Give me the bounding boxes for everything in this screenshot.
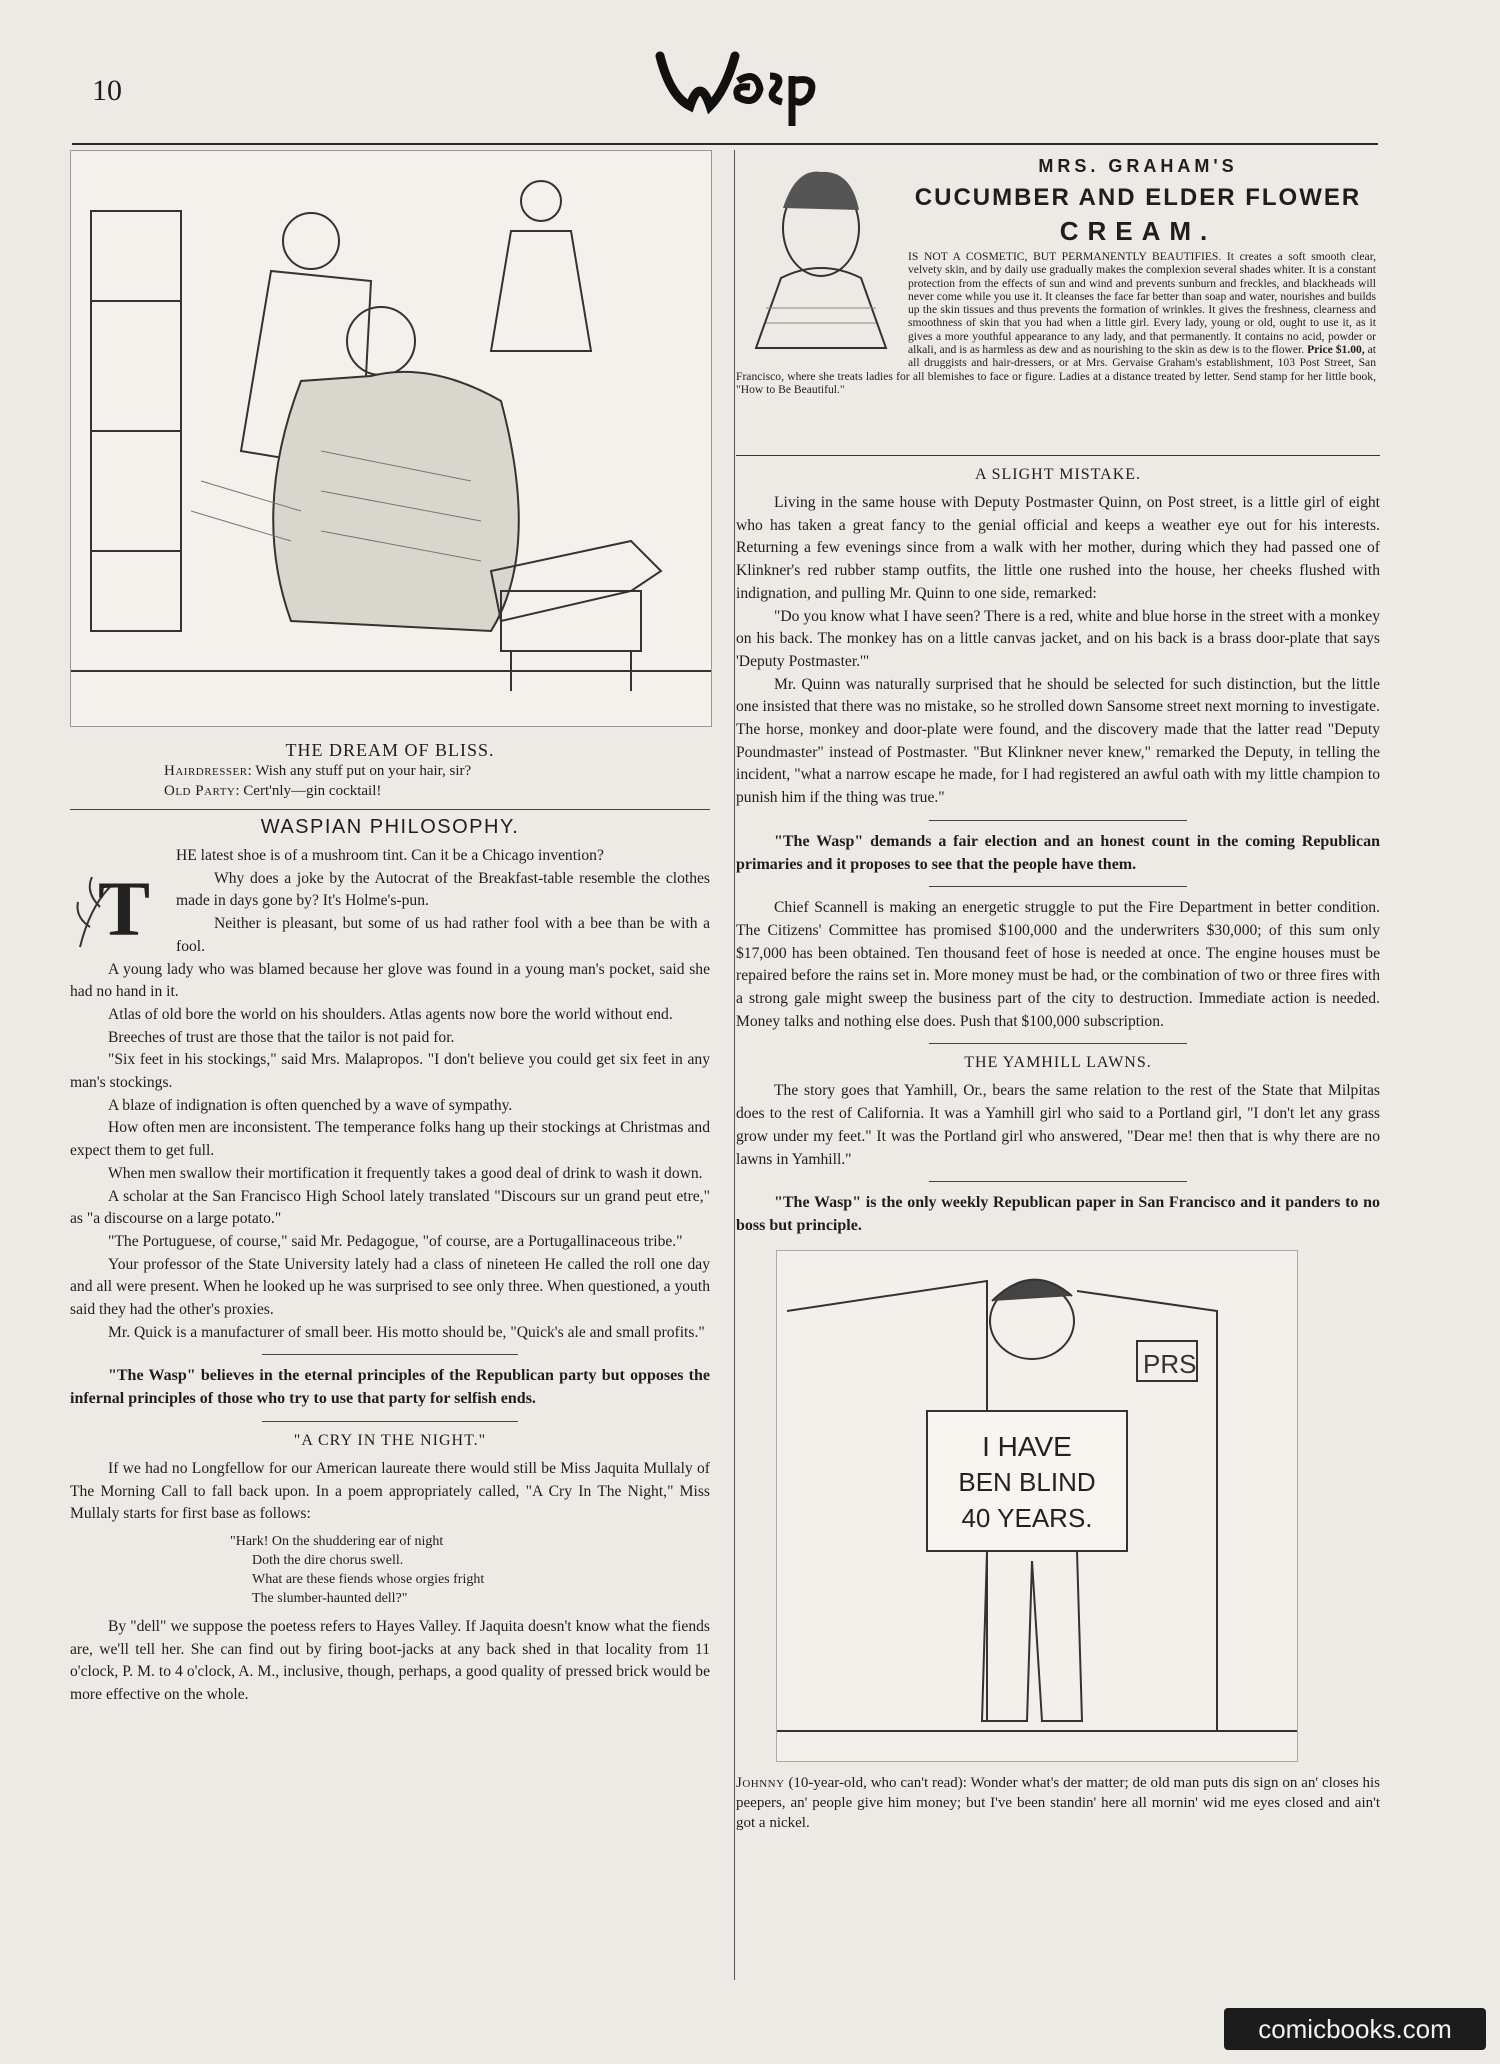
- barber-shop-illustration: [70, 150, 712, 727]
- mistake-title: A SLIGHT MISTAKE.: [974, 466, 1142, 483]
- yamhill-paragraph: The story goes that Yamhill, Or., bears the same relation to the rest of the State that Milpitas does to the rest of California. It was a Yamhill girl who said to a Portland girl, "I don't let any grass grow under my feet." It was the Portland girl who answered, "Dear me! then that is why there are no lawns in Yamhill.": [736, 1082, 1380, 1168]
- wasp-notice-principles: "The Wasp" believes in the eternal principles of the Republican party but opposes the infernal principles of those who try to use that party for selfish ends.: [70, 1367, 710, 1408]
- blind-beggar-cartoon: [776, 1250, 1298, 1762]
- yamhill-title: THE YAMHILL LAWNS.: [964, 1054, 1152, 1072]
- philosophy-paragraph: Why does a joke by the Autocrat of the Breakfast-table resemble the clothes made in days gone by? It's Holme's-pun.: [176, 869, 710, 910]
- mistake-paragraph: "Do you know what I have seen? There is a red, white and blue horse in the street with a monkey on his back. The monkey has on a little canvas jacket, and on his back is a brass door-plate that says 'Deputy Postmaster.'": [736, 607, 1380, 670]
- grahams-cream-advertisement: [736, 150, 1380, 456]
- philosophy-paragraph: A scholar at the San Francisco High School lately translated "Discours sur un grand peut etre," as "a discourse on a large potato.": [70, 1187, 710, 1228]
- ornamental-dropcap-t-icon: [70, 847, 166, 955]
- philosophy-title: WASPIAN PHILOSOPHY.: [260, 816, 520, 838]
- sign-line-2: BEN BLIND: [958, 1466, 1096, 1497]
- cartoon-caption: Johnny (10-year-old, who can't read): Wonder what's der matter; de old man puts dis sign on an' closes his peepers, an' people give him money; but I've been standin' here all mornin' wid me eyes closed and ain't got a nickel.: [736, 1774, 1381, 1831]
- short-rule: [929, 1043, 1187, 1044]
- mistake-paragraph: Living in the same house with Deputy Postmaster Quinn, on Post street, is a little girl of eight who has taken a great fancy to the genial official and keeps a weather eye out for his interests. Returning a few evenings since from a walk with her mother, during which they had passed one of Klinkner's red rubber stamp outfits, the little one rushed into the house, her cheeks flushed with indignation, and pulling Mr. Quinn to one side, remarked:: [736, 494, 1380, 602]
- right-column: [736, 150, 1380, 1833]
- sign-line-1: I HAVE: [982, 1430, 1072, 1462]
- comicbooks-watermark: comicbooks.com: [1224, 2008, 1486, 2050]
- poem-line: What are these fiends whose orgies fright: [252, 1571, 485, 1587]
- philosophy-body: [70, 845, 710, 1344]
- ad-body-text: IS NOT A COSMETIC, BUT PERMANENTLY BEAUTIFIES. It creates a soft smooth clear, velvety skin, and by daily use gradually makes the complexion several shades whiter. It is a constant protection from the effects of sun and wind and prevents sunburn and freckles, and blackheads will never come while you use it. It cleanses the face far better than soap and water, nourishes and builds up the skin tissues and thus prevents the formation of wrinkles. It gives the freshness, clearness and smoothness of skin that you had when a little girl. Every lady, young or old, ought to use it, as it gives a more youthful appearance to any lady, and that permanently. It contains no acid, powder or alkali, and is as harmless as dew and as nourishing to the skin as dew is to the flower. Price $1.00, at all druggists and hair-dressers, or at Mrs. Gervaise Graham's establishment, 103 Post Street, San Francisco, where she treats ladies for all blemishes to face or figure. Ladies at a distance treated by letter. Send stamp for her little book, "How to Be Beautiful.": [736, 250, 1376, 396]
- philosophy-paragraph: When men swallow their mortification it frequently takes a good deal of drink to wash it down.: [108, 1164, 703, 1182]
- poem-line: Doth the dire chorus swell.: [252, 1552, 404, 1568]
- philosophy-paragraph: Breeches of trust are those that the tailor is not paid for.: [108, 1028, 455, 1046]
- cry-intro: If we had no Longfellow for our American laureate there would still be Miss Jaquita Mullaly of The Morning Call to fall back upon. In a poem appropriately called, "A Cry In The Night," Miss Mullaly starts for first base as follows:: [70, 1459, 710, 1523]
- cry-poem: [70, 1532, 710, 1608]
- ad-heading-product: CUCUMBER AND ELDER FLOWER: [914, 184, 1362, 211]
- column-divider: [734, 150, 735, 1980]
- philosophy-paragraph: HE latest shoe is of a mushroom tint. Can it be a Chicago invention?: [176, 847, 604, 864]
- short-rule: [929, 820, 1187, 821]
- page-number: 10: [92, 74, 122, 107]
- ad-heading-brand: MRS. GRAHAM'S: [1038, 156, 1238, 176]
- philosophy-paragraph: A blaze of indignation is often quenched by a wave of sympathy.: [108, 1096, 513, 1114]
- philosophy-paragraph: Your professor of the State University lately had a class of nineteen He called the roll one day and all were present. When he looked up he was surprised to see only three. When questioned, a youth said they had the other's proxies.: [70, 1255, 710, 1319]
- illustration-line-2: Old Party: Cert'nly—gin cocktail!: [164, 783, 382, 799]
- mistake-paragraph: Mr. Quinn was naturally surprised that he should be selected for such distinction, but the little one insisted that there was no mistake, so he strolled down Sansome street next morning to investigate. The horse, monkey and door-plate were found, and the discovery made that the latter read "Deputy Poundmaster" instead of Postmaster. "But Klinkner never knew," remarked the Deputy, in telling the incident, "what a narrow escape he made, for I had registered an awful oath with my little champion to punish him if the thing was true.": [736, 675, 1380, 807]
- philosophy-paragraph: Mr. Quick is a manufacturer of small beer. His motto should be, "Quick's ale and small profits.": [108, 1323, 705, 1341]
- philosophy-paragraph: "Six feet in his stockings," said Mrs. Malapropos. "I don't believe you could get six feet in any man's stockings.: [70, 1051, 710, 1092]
- portrait-wrap-space: [736, 250, 908, 362]
- header-rule: [72, 143, 1378, 145]
- philosophy-paragraph: "The Portuguese, of course," said Mr. Pedagogue, "of course, are a Portugallinaceous tribe.": [108, 1232, 683, 1250]
- poem-line: "Hark! On the shuddering ear of night: [230, 1533, 444, 1549]
- short-rule: [929, 886, 1187, 887]
- sign-line-3: 40 YEARS.: [961, 1502, 1093, 1533]
- short-rule: [929, 1181, 1187, 1182]
- cry-title: "A CRY IN THE NIGHT.": [293, 1431, 487, 1449]
- short-rule: [262, 1421, 518, 1422]
- fire-department-paragraph: Chief Scannell is making an energetic struggle to put the Fire Department in better condition. The Citizens' Committee has promised $100,000 and the underwriters $30,000; of this sum only $17,000 has been obtained. Ten thousand feet of hose is needed at once. The engine houses must be repaired before the rains set in. More money must be had, or the combination of two or three fires with a strong gale might sweep the business part of the city to destruction. Immediate action is needed. Money talks and nothing else does. Push that $100,000 subscription.: [736, 899, 1380, 1030]
- wasp-notice-republican: "The Wasp" is the only weekly Republican paper in San Francisco and it panders to no boss but principle.: [736, 1194, 1380, 1234]
- wasp-masthead-logo: [650, 36, 830, 136]
- poem-line: The slumber-haunted dell?": [252, 1590, 408, 1606]
- short-rule: [262, 1354, 518, 1355]
- illustration-title: THE DREAM OF BLISS.: [285, 740, 495, 760]
- wasp-notice-election: "The Wasp" demands a fair election and an honest count in the coming Republican primaries and it proposes to see that the people have them.: [736, 832, 1380, 873]
- philosophy-paragraph: How often men are inconsistent. The temperance folks hang up their stockings at Christmas and expect them to get full.: [70, 1119, 710, 1160]
- left-column: [70, 150, 710, 1707]
- section-rule: [70, 809, 710, 810]
- building-sign-text: PRS: [1143, 1348, 1197, 1379]
- philosophy-paragraph: Neither is pleasant, but some of us had rather fool with a bee than be with a fool.: [176, 915, 710, 955]
- ad-heading-cream: CREAM.: [1059, 216, 1217, 246]
- illustration-line-1: Hairdresser: Wish any stuff put on your hair, sir?: [164, 763, 472, 779]
- svg-text:T: T: [98, 865, 151, 952]
- philosophy-paragraph: Atlas of old bore the world on his shoulders. Atlas agents now bore the world without end.: [108, 1005, 673, 1023]
- philosophy-paragraph: A young lady who was blamed because her glove was found in a young man's pocket, said she had no hand in it.: [70, 960, 710, 1001]
- cry-outro: By "dell" we suppose the poetess refers to Hayes Valley. If Jaquita doesn't know what the fiends are, we'll tell her. She can find out by firing boot-jacks at any back shed in that locality from 11 o'clock, P. M. to 4 o'clock, A. M., inclusive, though, perhaps, a good quality of pressed brick would be more effective on the whole.: [70, 1617, 710, 1704]
